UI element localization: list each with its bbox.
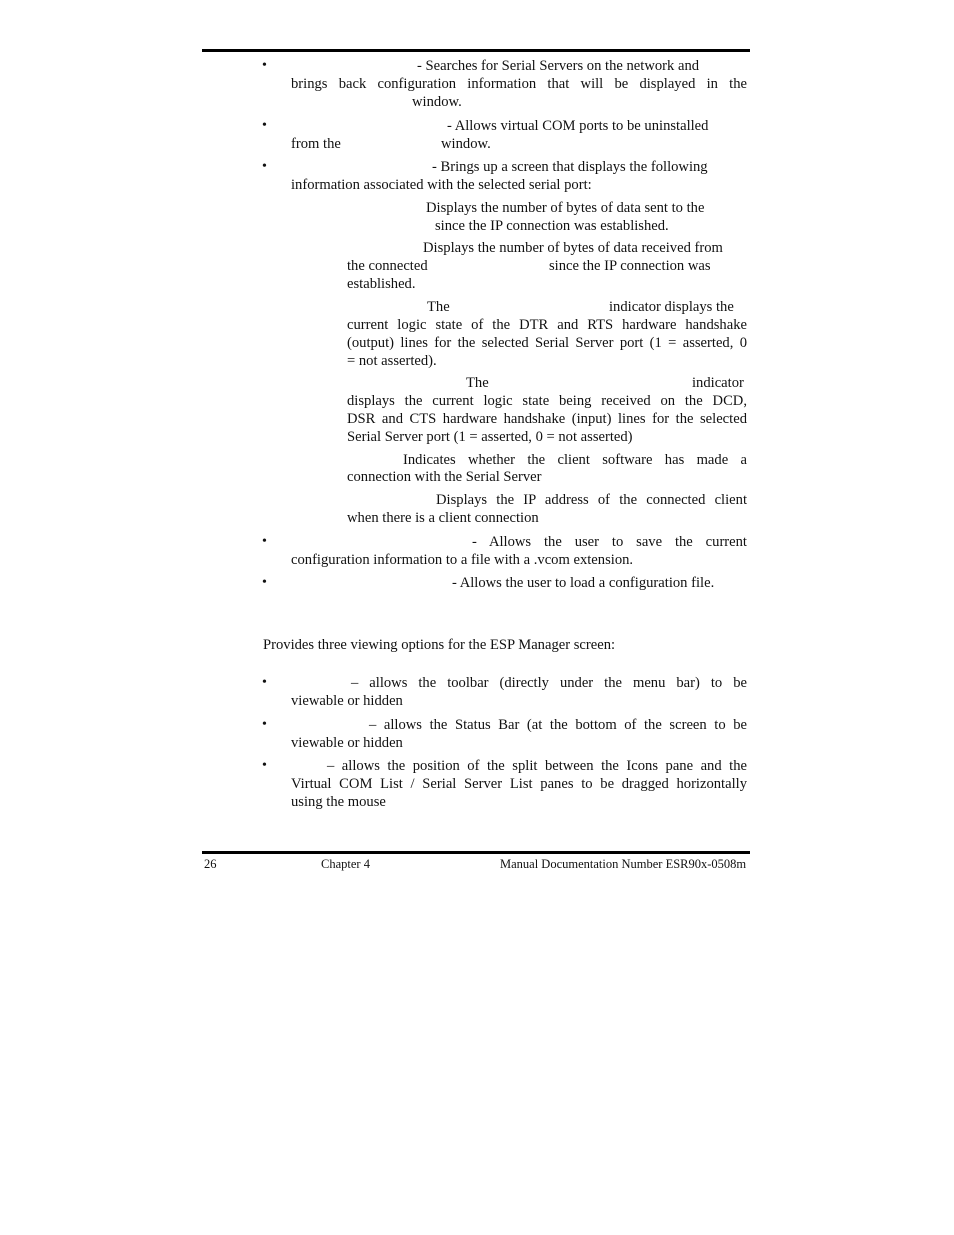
view-intro: Provides three viewing options for the ESP Manager screen:	[263, 637, 616, 653]
output-indicator-the: The	[427, 299, 450, 315]
bytes-sent-line2: since the IP connection was established.	[435, 218, 669, 234]
bullet-glyph: •	[262, 159, 267, 174]
input-indicator-line2: displays the current logic state being received on the DCD,	[347, 393, 747, 409]
status-bar-line1: – allows the Status Bar (at the bottom of the screen to be	[369, 717, 747, 733]
status-bar-line2: viewable or hidden	[291, 735, 403, 751]
input-indicator-the: The	[466, 375, 489, 391]
client-ip-line1: Displays the IP address of the connected client	[436, 492, 747, 508]
input-indicator-line3: DSR and CTS hardware handshake (input) lines for the selected	[347, 411, 747, 427]
connection-line1: Indicates whether the client software has made a	[403, 452, 747, 468]
input-indicator-label: indicator	[692, 375, 744, 391]
output-indicator-label: indicator displays the	[609, 299, 734, 315]
load-config-line1: - Allows the user to load a configuration file.	[452, 575, 715, 591]
footer-rule	[202, 851, 750, 854]
uninstall-description-line2b: window.	[441, 136, 491, 152]
bytes-sent-line1: Displays the number of bytes of data sent to the	[426, 200, 705, 216]
footer-chapter: Chapter 4	[321, 857, 370, 871]
bytes-received-line1: Displays the number of bytes of data received from	[423, 240, 723, 256]
bullet-glyph: •	[262, 675, 267, 690]
bytes-received-line3: established.	[347, 276, 416, 292]
bytes-received-line2b: since the IP connection was	[549, 258, 711, 274]
toolbar-line2: viewable or hidden	[291, 693, 403, 709]
split-line1: – allows the position of the split between the Icons pane and the	[327, 758, 747, 774]
output-indicator-line3: (output) lines for the selected Serial Server port (1 = asserted, 0	[347, 335, 747, 351]
search-description-line3: window.	[412, 94, 462, 110]
connection-line2: connection with the Serial Server	[347, 469, 542, 485]
input-indicator-line4: Serial Server port (1 = asserted, 0 = not asserted)	[347, 429, 633, 445]
bullet-glyph: •	[262, 58, 267, 73]
header-rule	[202, 49, 750, 52]
search-description-line2: brings back configuration information that will be displayed in the	[291, 76, 747, 92]
uninstall-description-line2a: from the	[291, 136, 341, 152]
bullet-glyph: •	[262, 118, 267, 133]
search-description-line1: - Searches for Serial Servers on the network and	[417, 58, 700, 74]
split-line3: using the mouse	[291, 794, 386, 810]
client-ip-line2: when there is a client connection	[347, 510, 539, 526]
page-number: 26	[204, 857, 217, 871]
bullet-glyph: •	[262, 717, 267, 732]
save-config-line1: - Allows the user to save the current	[472, 534, 747, 550]
bullet-glyph: •	[262, 758, 267, 773]
uninstall-description-line1: - Allows virtual COM ports to be uninstalled	[447, 118, 709, 134]
bytes-received-line2a: the connected	[347, 258, 428, 274]
bullet-glyph: •	[262, 575, 267, 590]
output-indicator-line4: = not asserted).	[347, 353, 437, 369]
save-config-line2: configuration information to a file with a .vcom extension.	[291, 552, 634, 568]
status-description-line1: - Brings up a screen that displays the following	[432, 159, 708, 175]
output-indicator-line2: current logic state of the DTR and RTS hardware handshake	[347, 317, 747, 333]
toolbar-line1: – allows the toolbar (directly under the menu bar) to be	[351, 675, 747, 691]
footer-doc-number: Manual Documentation Number ESR90x-0508m	[500, 857, 747, 871]
status-description-line2: information associated with the selected serial port:	[291, 177, 592, 193]
split-line2: Virtual COM List / Serial Server List panes to be dragged horizontally	[291, 776, 747, 792]
bullet-glyph: •	[262, 534, 267, 549]
